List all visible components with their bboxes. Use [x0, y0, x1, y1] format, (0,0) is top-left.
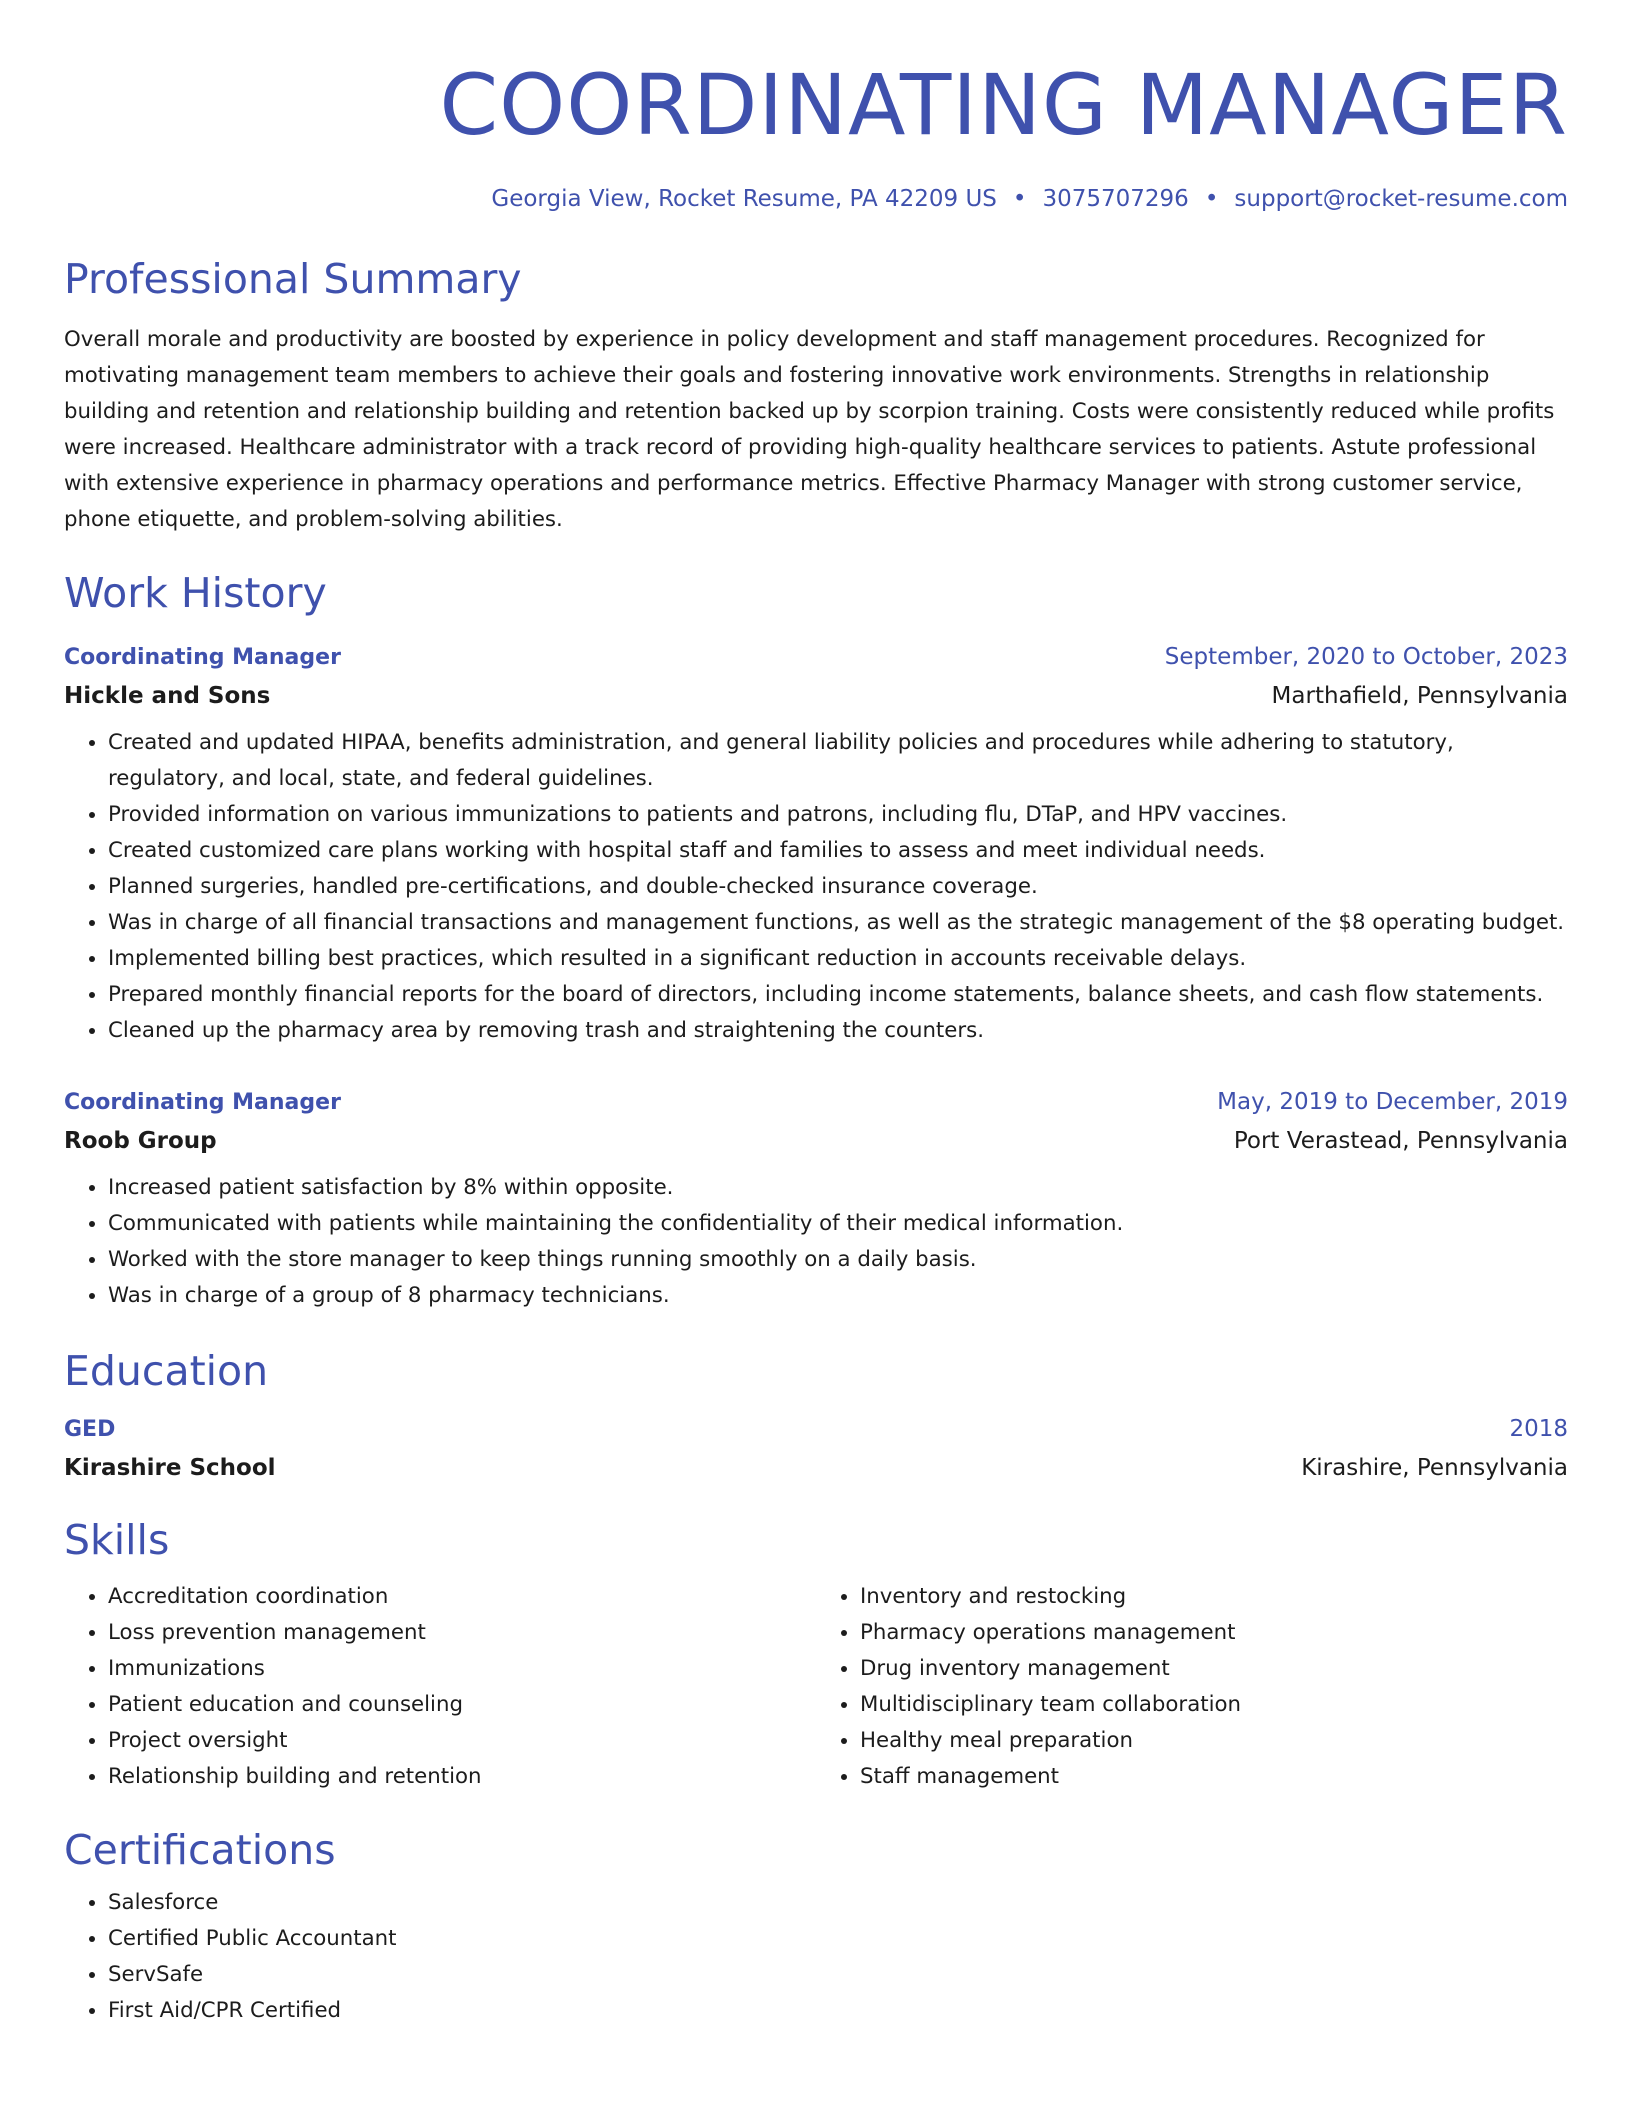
certifications-list: [64, 1885, 1568, 2029]
job-role: Coordinating Manager: [64, 1090, 341, 1115]
education-entry: [64, 1410, 1568, 1487]
skill-item: • Staff management: [860, 1759, 1568, 1795]
skill-item: • Project oversight: [108, 1723, 816, 1759]
education-header-row: [64, 1410, 1568, 1449]
skill-item: • Pharmacy operations management: [860, 1615, 1568, 1651]
job-entry: [64, 638, 1568, 1049]
contact-phone: 3075707296: [1042, 186, 1189, 212]
certification-item: • First Aid/CPR Certified: [108, 1993, 1568, 2029]
skills-column-right: [816, 1579, 1568, 1795]
job-bullet: • Was in charge of a group of 8 pharmacy technicians.: [108, 1278, 1568, 1314]
skills-column-left: [64, 1579, 816, 1795]
skill-item: • Immunizations: [108, 1651, 816, 1687]
skill-item: • Inventory and restocking: [860, 1579, 1568, 1615]
skill-item: • Drug inventory management: [860, 1651, 1568, 1687]
job-company-row: [64, 677, 1568, 715]
job-bullet: • Cleaned up the pharmacy area by removing trash and straightening the counters.: [108, 1013, 1568, 1049]
job-role: Coordinating Manager: [64, 645, 341, 670]
job-bullets: [64, 1170, 1568, 1314]
education-year: 2018: [1509, 1416, 1568, 1442]
skills-heading: Skills: [64, 1516, 170, 1564]
education-school: Kirashire School: [64, 1455, 276, 1481]
job-bullet: • Created and updated HIPAA, benefits administration, and general liability policies and procedures while adhering to statutory, regulatory, and local, state, and federal guidelines.: [108, 725, 1568, 797]
contact-line: [64, 184, 1568, 214]
contact-email[interactable]: support@rocket-resume.com: [1234, 186, 1568, 212]
education-degree: GED: [64, 1417, 116, 1442]
certification-item: • Salesforce: [108, 1885, 1568, 1921]
certifications-heading: Certifications: [64, 1826, 336, 1874]
summary-text: Overall morale and productivity are boosted by experience in policy development and staff management procedures. Recognized for motivating management team members to achieve their goals and fostering innovative work environments. Strengths in relationship building and retention and relationship building and retention backed up by scorpion training. Costs were consistently reduced while profits were increased. Healthcare administrator with a track record of providing high-quality healthcare services to patients. Astute professional with extensive experience in pharmacy operations and performance metrics. Effective Pharmacy Manager with strong customer service, phone etiquette, and problem-solving abilities.: [64, 327, 1555, 532]
education-heading: Education: [64, 1347, 269, 1395]
job-bullet: • Created customized care plans working with hospital staff and families to assess and meet individual needs.: [108, 833, 1568, 869]
certification-item: • Certified Public Accountant: [108, 1921, 1568, 1957]
certification-item: • ServSafe: [108, 1957, 1568, 1993]
job-dates: September, 2020 to October, 2023: [1164, 644, 1568, 670]
contact-separator: •: [1204, 186, 1219, 212]
resume-page: [64, 0, 1568, 2112]
skill-item: • Relationship building and retention: [108, 1759, 816, 1795]
job-company: Roob Group: [64, 1128, 217, 1154]
job-bullet: • Prepared monthly financial reports for the board of directors, including income statements, balance sheets, and cash flow statements.: [108, 977, 1568, 1013]
skills-grid: [64, 1579, 1568, 1795]
education-location: Kirashire, Pennsylvania: [1301, 1455, 1568, 1481]
job-bullet: • Was in charge of all financial transactions and management functions, as well as the strategic management of the $8 operating budget.: [108, 905, 1568, 941]
job-company-row: [64, 1122, 1568, 1160]
skill-item: • Loss prevention management: [108, 1615, 816, 1651]
job-bullet: • Increased patient satisfaction by 8% within opposite.: [108, 1170, 1568, 1206]
job-company: Hickle and Sons: [64, 683, 271, 709]
job-entry: [64, 1083, 1568, 1314]
skill-item: • Multidisciplinary team collaboration: [860, 1687, 1568, 1723]
summary-heading: Professional Summary: [64, 255, 522, 303]
job-bullet: • Implemented billing best practices, which resulted in a significant reduction in accounts receivable delays.: [108, 941, 1568, 977]
work-history-heading: Work History: [64, 569, 327, 617]
job-bullet: • Communicated with patients while maintaining the confidentiality of their medical information.: [108, 1206, 1568, 1242]
job-bullet: • Provided information on various immunizations to patients and patrons, including flu, DTaP, and HPV vaccines.: [108, 797, 1568, 833]
skill-item: • Patient education and counseling: [108, 1687, 816, 1723]
skill-item: • Healthy meal preparation: [860, 1723, 1568, 1759]
job-dates: May, 2019 to December, 2019: [1217, 1089, 1568, 1115]
skill-item: • Accreditation coordination: [108, 1579, 816, 1615]
job-bullet: • Planned surgeries, handled pre-certifications, and double-checked insurance coverage.: [108, 869, 1568, 905]
contact-separator: •: [1012, 186, 1027, 212]
job-location: Port Verastead, Pennsylvania: [1233, 1128, 1568, 1154]
education-school-row: [64, 1449, 1568, 1487]
job-location: Marthafield, Pennsylvania: [1271, 683, 1568, 709]
job-bullet: • Worked with the store manager to keep things running smoothly on a daily basis.: [108, 1242, 1568, 1278]
job-header-row: [64, 1083, 1568, 1122]
job-header-row: [64, 638, 1568, 677]
contact-address: Georgia View, Rocket Resume, PA 42209 US: [491, 186, 997, 212]
job-bullets: [64, 725, 1568, 1049]
candidate-name: COORDINATING MANAGER: [439, 56, 1568, 154]
